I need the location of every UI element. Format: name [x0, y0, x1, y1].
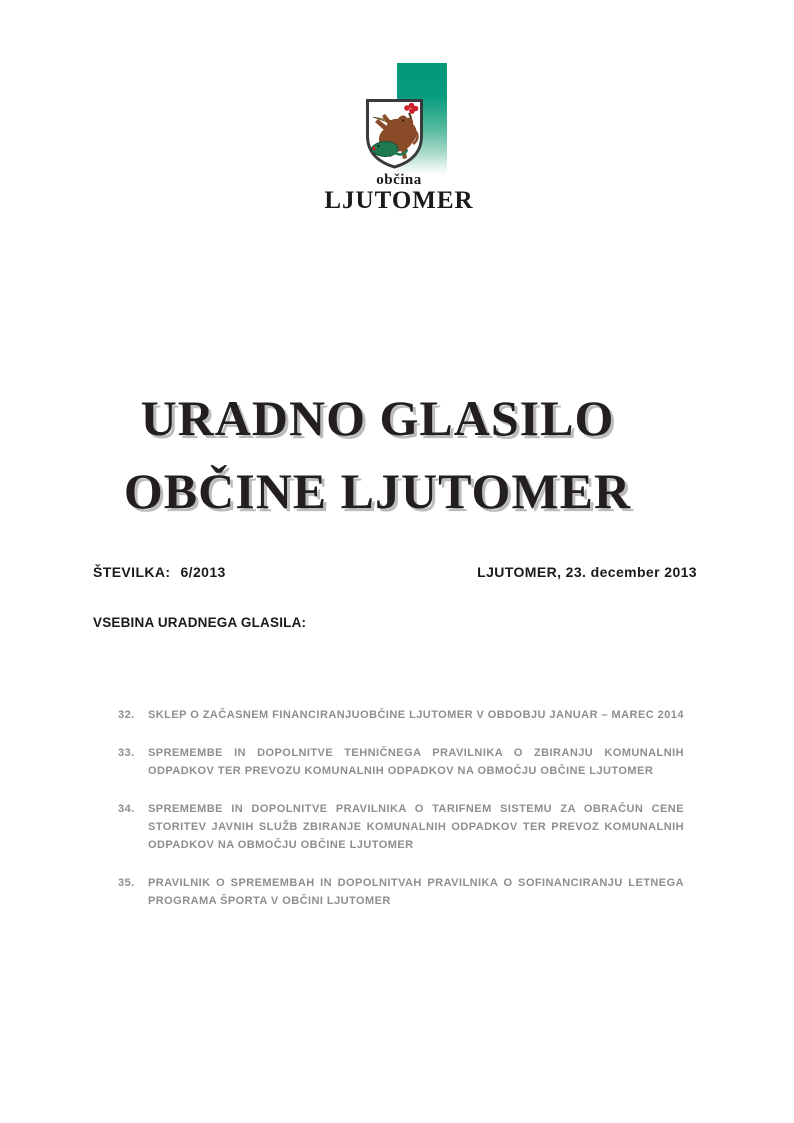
- item-number: 34.: [118, 803, 135, 815]
- contents-item: [118, 706, 684, 724]
- gazette-title-line2: OBČINE LJUTOMER: [123, 463, 632, 519]
- issue-row: [93, 564, 697, 580]
- issue-number: [93, 564, 226, 580]
- item-text: PRAVILNIK O SPREMEMBAH IN DOPOLNITVAH PRAVILNIKA O SOFINANCIRANJU LETNEGA PROGRAMA ŠPORTA V OBČINI LJUTOMER: [148, 877, 684, 907]
- item-number: 35.: [118, 877, 135, 889]
- contents-list: [118, 706, 684, 930]
- item-number: 33.: [118, 747, 135, 759]
- issue-number-label: ŠTEVILKA:: [93, 564, 171, 580]
- contents-item: [118, 800, 684, 854]
- logo-municipality-name: LJUTOMER: [324, 187, 474, 214]
- item-text: SPREMEMBE IN DOPOLNITVE TEHNIČNEGA PRAVILNIKA O ZBIRANJU KOMUNALNIH ODPADKOV TER PREVOZU KOMUNALNIH ODPADKOV NA OBMOČJU OBČINE LJUTOMER: [148, 747, 684, 777]
- gazette-title-line1: URADNO GLASILO: [140, 390, 615, 446]
- contents-item: [118, 744, 684, 780]
- item-text: SKLEP O ZAČASNEM FINANCIRANJUOBČINE LJUTOMER V OBDOBJU JANUAR – MAREC 2014: [148, 709, 684, 721]
- gazette-title: [90, 382, 665, 528]
- coat-of-arms-icon: [363, 96, 426, 171]
- contents-heading: VSEBINA URADNEGA GLASILA:: [93, 615, 307, 630]
- logo-caption: [300, 172, 498, 215]
- item-number: 32.: [118, 709, 135, 721]
- issue-number-value: 6/2013: [180, 564, 226, 580]
- contents-item: [118, 874, 684, 910]
- logo-obcina-label: občina: [376, 172, 422, 188]
- item-text: SPREMEMBE IN DOPOLNITVE PRAVILNIKA O TARIFNEM SISTEMU ZA OBRAČUN CENE STORITEV JAVNIH SLUŽB ZBIRANJE KOMUNALNIH ODPADKOV TER PREVOZ KOMUNALNIH ODPADKOV NA OBMOČJU OBČINE LJUTOMER: [148, 803, 684, 851]
- issue-place-date: LJUTOMER, 23. december 2013: [477, 564, 697, 580]
